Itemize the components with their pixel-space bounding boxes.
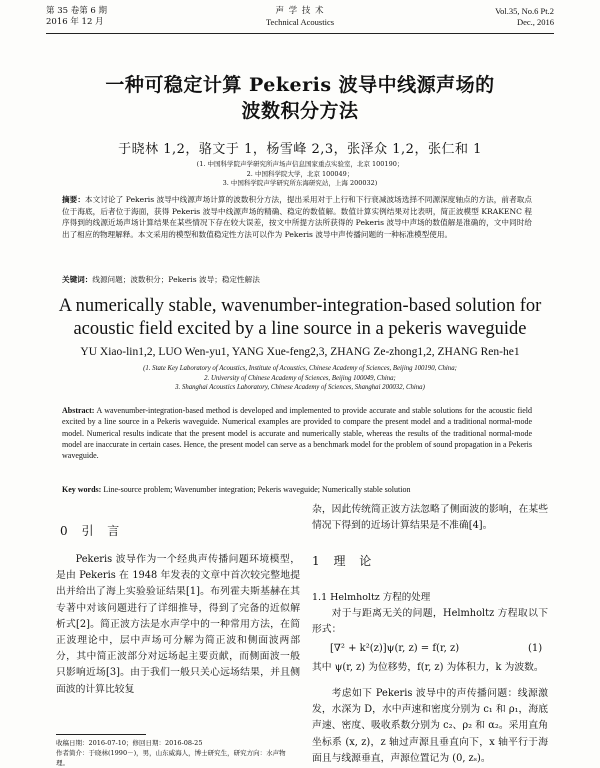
subsection-heading: 1.1 Helmholtz 方程的处理 — [312, 592, 431, 603]
keywords-zh — [62, 274, 532, 285]
keywords-en-label: Key words: — [62, 485, 102, 494]
intro-paragraph: Pekeris 波导作为一个经典声传播问题环境模型，是由 Pekeris 在 1948 年发表的文章中首次较完整地提出并给出了海上实验验证结果[1]。布列霍夫斯基赫在其专著中对该问题进行了详细推导，得到了完备的近似解析式[2]。简正波方法是水声学中的一种常用方法，在简正波理论中，层中声场可分解为简正波和侧面波两部分，其中简正波部分对远场起主要贡献，而侧面波一般只影响近场[3]。由于我们一般只关心远场结果，并且侧面波的计算比较复 — [56, 554, 300, 695]
title-en-line1: A numerically stable, wavenumber-integration-based solution for — [58, 296, 542, 316]
footnote-author: 作者简介：于晓林(1990－)，男，山东威海人，博士研究生，研究方向：水声物理。 — [56, 749, 286, 767]
affiliation-zh-3: 3. 中国科学院声学研究所东海研究站，上海 200032) — [222, 179, 378, 187]
theory-after-equation: 其中 ψ(r, z) 为位移势，f(r, z) 为体积力，k 为波数。 — [312, 662, 544, 673]
section-0-heading: 0 引 言 — [60, 524, 125, 538]
header-rule — [46, 33, 554, 34]
abstract-zh-label: 摘要： — [62, 195, 85, 204]
header-journal-zh: 声 学 技 术 — [275, 6, 325, 16]
theory-intro: 对于与距离无关的问题，Helmholtz 方程取以下形式： — [312, 608, 548, 636]
authors-en: YU Xiao-lin1,2, LUO Wen-yu1, YANG Xue-feng2,3, ZHANG Ze-zhong1,2, ZHANG Ren-he1 — [80, 346, 520, 358]
title-zh-line2: 波数积分方法 — [241, 100, 359, 122]
affiliation-zh-2: 2. 中国科学院大学，北京 100049； — [246, 169, 354, 178]
title-zh-line1: 一种可稳定计算 Pekeris 波导中线源声场的 — [105, 74, 495, 96]
abstract-zh — [62, 194, 532, 240]
header-date-en: Dec., 2016 — [516, 17, 554, 27]
affiliation-en-3: 3. Shanghai Acoustics Laboratory, Chinese Academy of Sciences, Shanghai 200032, China) — [175, 384, 425, 391]
theory-paragraph-2: 考虑如下 Pekeris 波导中的声传播问题：线源激发，水深为 D，水中声速和密度分别为 c₁ 和 ρ₁，海底声速、密度、吸收系数分别为 c₂、ρ₂ 和 α₂。采用直角坐标系 (x, z)，z 轴过声源且垂直向下，x 轴平行于海面且与线源垂直，声源位置记为 (0, zₛ)。 — [312, 688, 548, 764]
equation-number: (1) — [528, 643, 543, 654]
keywords-en-text: Line-source problem; Wavenumber integration; Pekeris waveguide; Numerically stable solution — [103, 485, 411, 494]
right-continuation: 杂，因此传统简正波方法忽略了侧面波的影响，在某些情况下得到的近场计算结果是不准确[4]。 — [312, 504, 548, 532]
abstract-en-text: A wavenumber-integration-based method is developed and implemented to provide accurate and stable solutions for the acoustic field excited by a line source in a Pekeris waveguide. Numerical examples are provided to compare the present model and a traditional normal-mode model. Numerical results indicate that the present model is accurate and numerically stable, whereas the results of the traditional normal-mode model are inaccurate in certain cases. Hence, the present model can serve as a benchmark model for the problem of sound propagation in a Pekeris waveguide. — [62, 406, 533, 461]
abstract-en-label: Abstract: — [62, 406, 95, 415]
abstract-zh-text: 本文讨论了 Pekeris 波导中线源声场计算的波数积分方法，提出采用对于上行和下行衰减波场选择不同源深度轴点的方法，前者取点位于海底，后者位于海面，获得 Pekeris 波导中线源声场的精确、稳定的数值解。数值计算实例结果对比表明，简正波模型 KRAKENC 程序得到的线源近场声场计算结果在某些情况下存在较大误差，按文中所提方法所获得的 Pekeris 波导中声场的数值解是准确的，文中同时给出了相应的物理解释。本文采用的模型和数值稳定性方法可以作为 Pekeris 波导中声传播问题的一种标准模型使用。 — [62, 195, 533, 239]
footnote-rule — [56, 734, 146, 735]
keywords-zh-label: 关键词： — [62, 275, 93, 284]
footnote-received: 收稿日期：2016-07-10；修回日期：2016-08-25 — [56, 739, 203, 747]
keywords-en — [62, 484, 532, 495]
header-volume-en: Vol.35, No.6 Pt.2 — [495, 6, 554, 16]
affiliation-en-1: (1. State Key Laboratory of Acoustics, Institute of Acoustics, Chinese Academy of Sciences, Beijing 100190, China; — [143, 365, 457, 372]
header-volume-zh: 第 35 卷第 6 期 — [46, 6, 108, 16]
affiliation-en-2: 2. University of Chinese Academy of Sciences, Beijing 100049, China; — [204, 374, 396, 382]
header-date-zh: 2016 年 12 月 — [46, 17, 104, 27]
header-journal-en: Technical Acoustics — [265, 17, 335, 27]
abstract-en — [62, 405, 532, 461]
section-1-heading: 1 理 论 — [312, 554, 377, 568]
equation-1: [∇² + k²(z)]ψ(r, z) = f(r, z) — [330, 643, 460, 654]
authors-zh: 于晓林 1,2，骆文于 1，杨雪峰 2,3，张泽众 1,2，张仁和 1 — [118, 142, 482, 157]
title-en-line2: acoustic field excited by a line source in a pekeris waveguide — [73, 319, 527, 339]
keywords-zh-text: 线源问题；波数积分；Pekeris 波导；稳定性解法 — [92, 275, 260, 284]
affiliation-zh-1: (1. 中国科学院声学研究所声场声信息国家重点实验室，北京 100190； — [196, 160, 404, 168]
